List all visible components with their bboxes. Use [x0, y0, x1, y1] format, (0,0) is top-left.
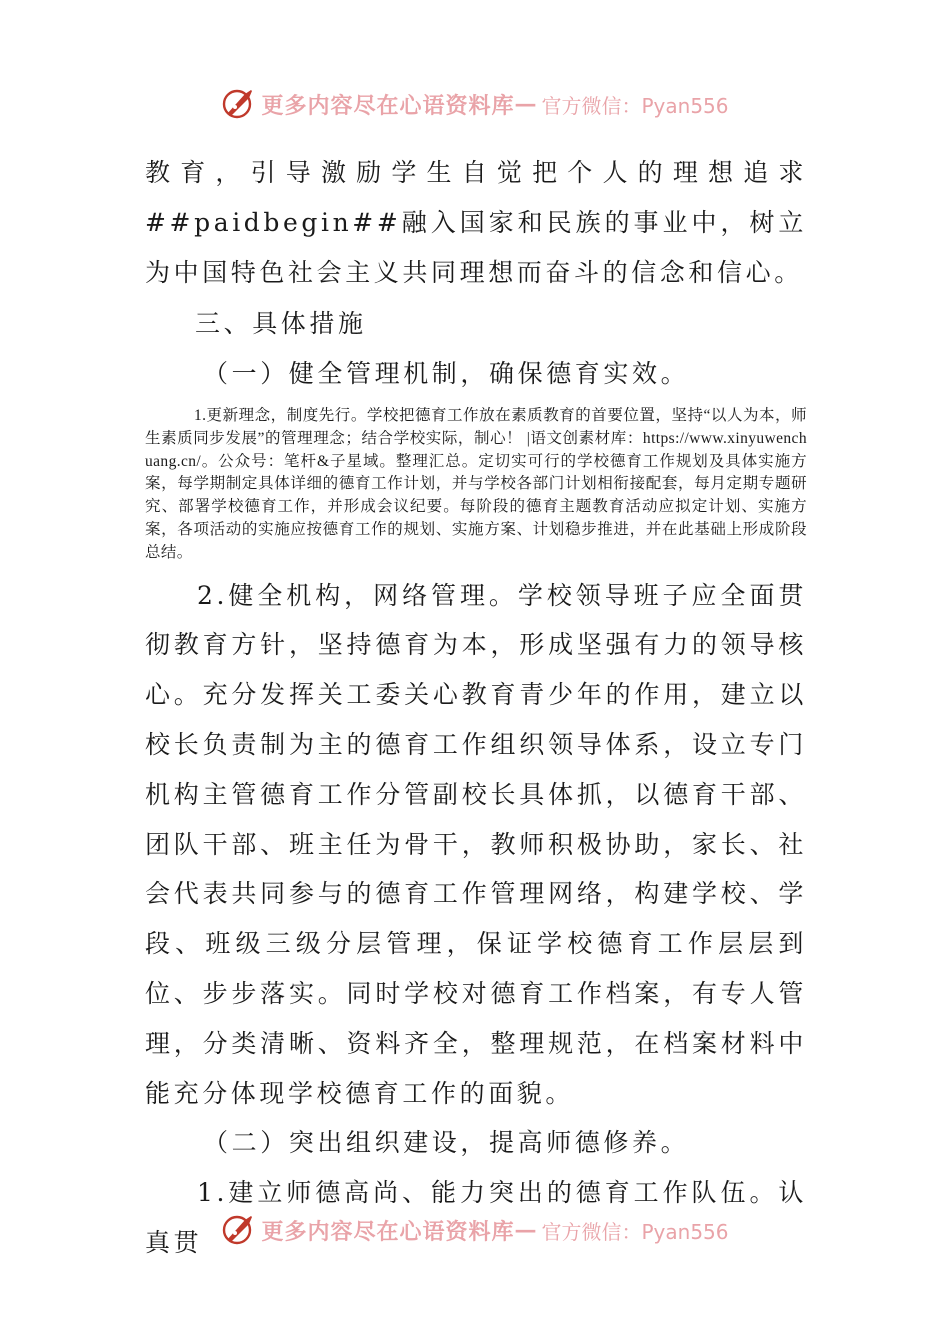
- paragraph-item-1-1: 1.更新理念，制度先行。学校把德育工作放在素质教育的首要位置，坚持“以人为本，师生素质同步发展”的管理理念；结合学校实际，制心！ |语文创素材库：https://www.xinyuwenchuang.cn/。公众号：笔杆&子星域。整理汇总。定切实可行的学校德育工作规划及具体实施方案，每学期制定具体详细的德育工作计划，并与学校各部门计划相衔接配套，每月定期专题研究、部署学校德育工作，并形成会议纪要。每阶段的德育主题教育活动应拟定计划、实施方案，各项活动的实施应按德育工作的规划、实施方案、计划稳步推进，并在此基础上形成阶段总结。: [145, 406, 807, 561]
- header-brand-text: 更多内容尽在心语资料库: [261, 92, 515, 119]
- paragraph-item-2-1: 1.建立师德高尚、能力突出的德育工作队伍。认真贯: [145, 1178, 807, 1257]
- footer-wechat-text: 官方微信：Pyan556: [541, 1219, 729, 1244]
- paragraph-continuation: 教育，引导激励学生自觉把个人的理想追求##paidbegin##融入国家和民族的事业中，树立为中国特色社会主义共同理想而奋斗的信念和信心。: [145, 158, 807, 287]
- subsection-heading-1: （一）健全管理机制，确保德育实效。: [203, 359, 690, 389]
- document-body: [145, 148, 807, 1268]
- section-heading-3: 三、具体措施: [195, 309, 367, 339]
- pen-nib-icon: [221, 1213, 255, 1247]
- subsection-heading-2: （二）突出组织建设，提高师德修养。: [203, 1128, 690, 1158]
- paragraph-item-1-2: 2.健全机构，网络管理。学校领导班子应全面贯彻教育方针，坚持德育为本，形成坚强有力的领导核心。充分发挥关工委关心教育青少年的作用，建立以校长负责制为主的德育工作组织领导体系，设立专门机构主管德育工作分管副校长具体抓，以德育干部、团队干部、班主任为骨干，教师积极协助，家长、社会代表共同参与的德育工作管理网络，构建学校、学段、班级三级分层管理，保证学校德育工作层层到位、步步落实。同时学校对德育工作档案，有专人管理，分类清晰、资料齐全，整理规范，在档案材料中能充分体现学校德育工作的面貌。: [145, 580, 807, 1108]
- footer-banner: [0, 1210, 950, 1250]
- header-wechat-text: 官方微信：Pyan556: [541, 93, 729, 118]
- footer-brand-text: 更多内容尽在心语资料库: [261, 1218, 515, 1245]
- header-banner: [0, 84, 950, 124]
- footer-dash: —: [514, 1217, 538, 1243]
- pen-nib-icon: [221, 87, 255, 121]
- header-dash: —: [514, 91, 538, 117]
